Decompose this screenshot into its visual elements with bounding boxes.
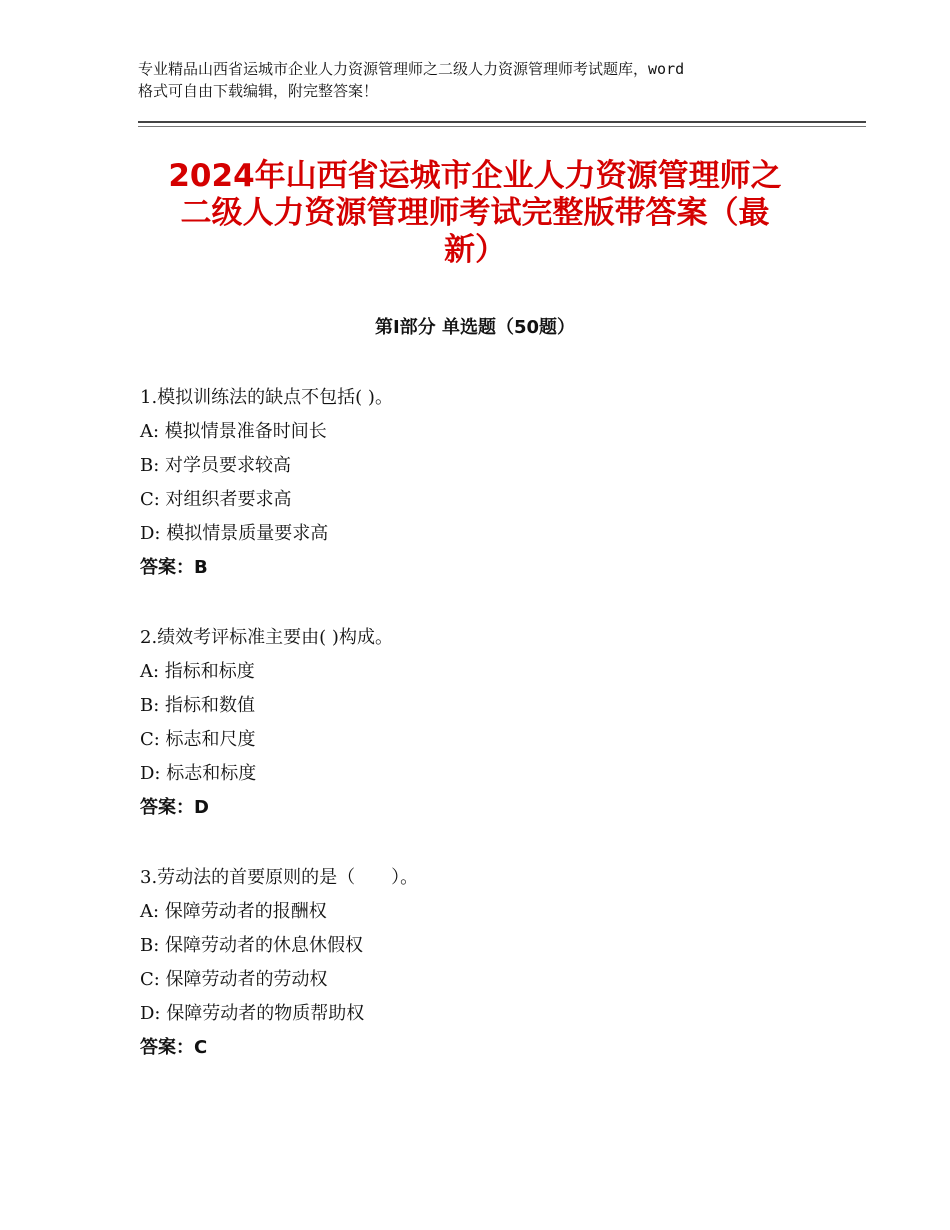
title-line-2: 二级人力资源管理师考试完整版带答案（最: [180, 195, 770, 231]
question-stem: 2.绩效考评标准主要由( )构成。: [140, 627, 393, 648]
question-stem: 1.模拟训练法的缺点不包括( )。: [140, 387, 393, 408]
question-list: [140, 381, 860, 1101]
question-stem: 3.劳动法的首要原则的是（ ）。: [140, 867, 419, 888]
question-item: [140, 621, 860, 825]
page-header: [138, 58, 838, 102]
option-a: A: 模拟情景准备时间长: [140, 421, 327, 442]
question-item: [140, 381, 860, 585]
option-b: B: 对学员要求较高: [140, 455, 292, 476]
question-item: [140, 861, 860, 1065]
option-b: B: 保障劳动者的休息休假权: [140, 935, 364, 956]
option-a: A: 保障劳动者的报酬权: [140, 901, 327, 922]
title-line-1: 2024年山西省运城市企业人力资源管理师之: [168, 158, 782, 194]
header-divider-thick: [138, 121, 866, 123]
header-line-1: 专业精品山西省运城市企业人力资源管理师之二级人力资源管理师考试题库，word: [138, 60, 685, 78]
option-d: D: 保障劳动者的物质帮助权: [140, 1003, 365, 1024]
option-b: B: 指标和数值: [140, 695, 256, 716]
title-line-3: 新）: [444, 232, 506, 268]
option-d: D: 模拟情景质量要求高: [140, 523, 329, 544]
option-c: C: 对组织者要求高: [140, 489, 292, 510]
header-divider-thin: [138, 126, 866, 127]
option-a: A: 指标和标度: [140, 661, 255, 682]
section-title: 第Ⅰ部分 单选题（50题）: [374, 317, 575, 338]
answer-line: 答案：C: [140, 1037, 208, 1058]
option-c: C: 保障劳动者的劳动权: [140, 969, 328, 990]
option-c: C: 标志和尺度: [140, 729, 256, 750]
option-d: D: 标志和标度: [140, 763, 257, 784]
answer-line: 答案：D: [140, 797, 209, 818]
document-title: [110, 158, 840, 269]
answer-line: 答案：B: [140, 557, 208, 578]
header-line-2: 格式可自由下载编辑，附完整答案！: [138, 82, 379, 100]
